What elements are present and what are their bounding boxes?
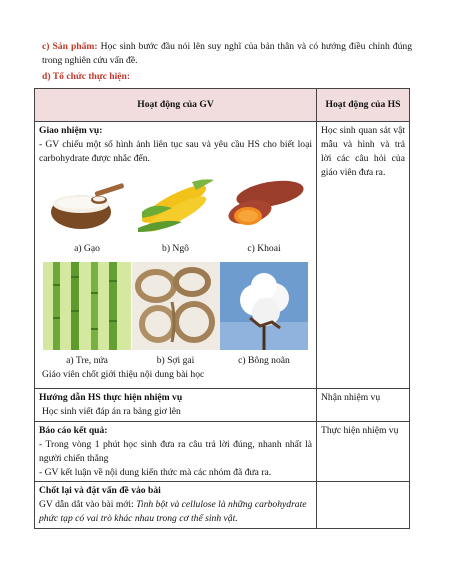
caption-jute: b) Sợi gai: [156, 354, 195, 366]
row-text: Học sinh viết đáp án ra bảng giơ lên: [42, 405, 181, 417]
image-bamboo: [43, 262, 131, 368]
table-row: [35, 421, 410, 482]
image-row-1: [39, 172, 312, 256]
product-paragraph: [42, 40, 412, 68]
organization-heading: d) Tổ chức thực hiện:: [42, 70, 131, 82]
gv-assign-task-cell: [35, 122, 317, 389]
caption-corn: b) Ngô: [162, 242, 189, 254]
bamboo-image: [43, 262, 131, 350]
row-title: Giao nhiệm vụ:: [39, 125, 103, 136]
table-row: [35, 482, 410, 529]
table-row: [35, 122, 410, 389]
gv-guide-cell: [35, 389, 317, 422]
image-rice: [43, 172, 131, 256]
image-cotton: [220, 262, 308, 368]
image-corn: [132, 172, 220, 256]
image-row-2: [39, 262, 312, 368]
product-label: c) Sản phẩm:: [42, 41, 98, 52]
gv-report-cell: [35, 421, 317, 482]
caption-sweet-potato: c) Khoai: [247, 242, 281, 254]
row-text: - GV chiếu một số hình ảnh liên tục sau và yêu cầu HS cho biết loại carbohydrate được nhắc đến.: [39, 138, 312, 164]
image-jute: [132, 262, 220, 368]
caption-rice: a) Gạo: [74, 242, 100, 254]
row-text-plain: GV dẫn dắt vào bài mới:: [39, 499, 137, 511]
gv-conclude-cell: [35, 482, 317, 529]
row-text: [39, 498, 312, 526]
table-header-row: [35, 89, 410, 122]
sweet-potato-image: [220, 172, 308, 238]
row-title: Hướng dẫn HS thực hiện nhiệm vụ: [39, 392, 183, 403]
image-sweet-potato: [220, 172, 308, 256]
row-title: Báo cáo kết quả:: [39, 424, 108, 436]
row-text-1: - Trong vòng 1 phút học sinh đưa ra câu trả lời đúng, nhanh nhất là người chiến thắng: [39, 438, 312, 464]
table-row: [35, 389, 410, 422]
caption-cotton: c) Bông noãn: [238, 354, 290, 366]
hs-observe-cell: Học sinh quan sát vật mẫu và hình và trả lời các câu hỏi của giáo viên đưa ra.: [317, 122, 410, 389]
cotton-image: [220, 262, 308, 350]
product-text: Học sinh bước đầu nói lên suy nghĩ của bản thân và có hướng điều chỉnh đúng trong nghiên cứu vấn đề.: [42, 41, 412, 66]
hs-perform-cell: Thực hiện nhiệm vụ: [317, 421, 410, 482]
activity-table: [34, 88, 410, 529]
rice-bowl-image: [43, 172, 131, 238]
row-title: Chốt lại và đặt vấn đề vào bài: [39, 485, 161, 497]
hs-empty-cell: [317, 482, 410, 529]
header-hs: Hoạt động của HS: [317, 89, 410, 122]
header-gv: Hoạt động của GV: [35, 89, 317, 122]
closing-text: Giáo viên chốt giới thiệu nội dung bài học: [42, 368, 205, 380]
row-text-italic: Tinh bột và cellulose là những carbohydrate phức tạp có vai trò khác nhau trong cơ thể sinh vật.: [39, 499, 307, 525]
jute-rope-image: [132, 262, 220, 350]
corn-image: [132, 172, 220, 238]
intro-section: [42, 40, 412, 84]
hs-receive-cell: Nhận nhiệm vụ: [317, 389, 410, 422]
caption-bamboo: a) Tre, nứa: [66, 354, 108, 366]
row-text-2: - GV kết luận về nội dung kiến thức mà các nhóm đã đưa ra.: [39, 466, 272, 478]
